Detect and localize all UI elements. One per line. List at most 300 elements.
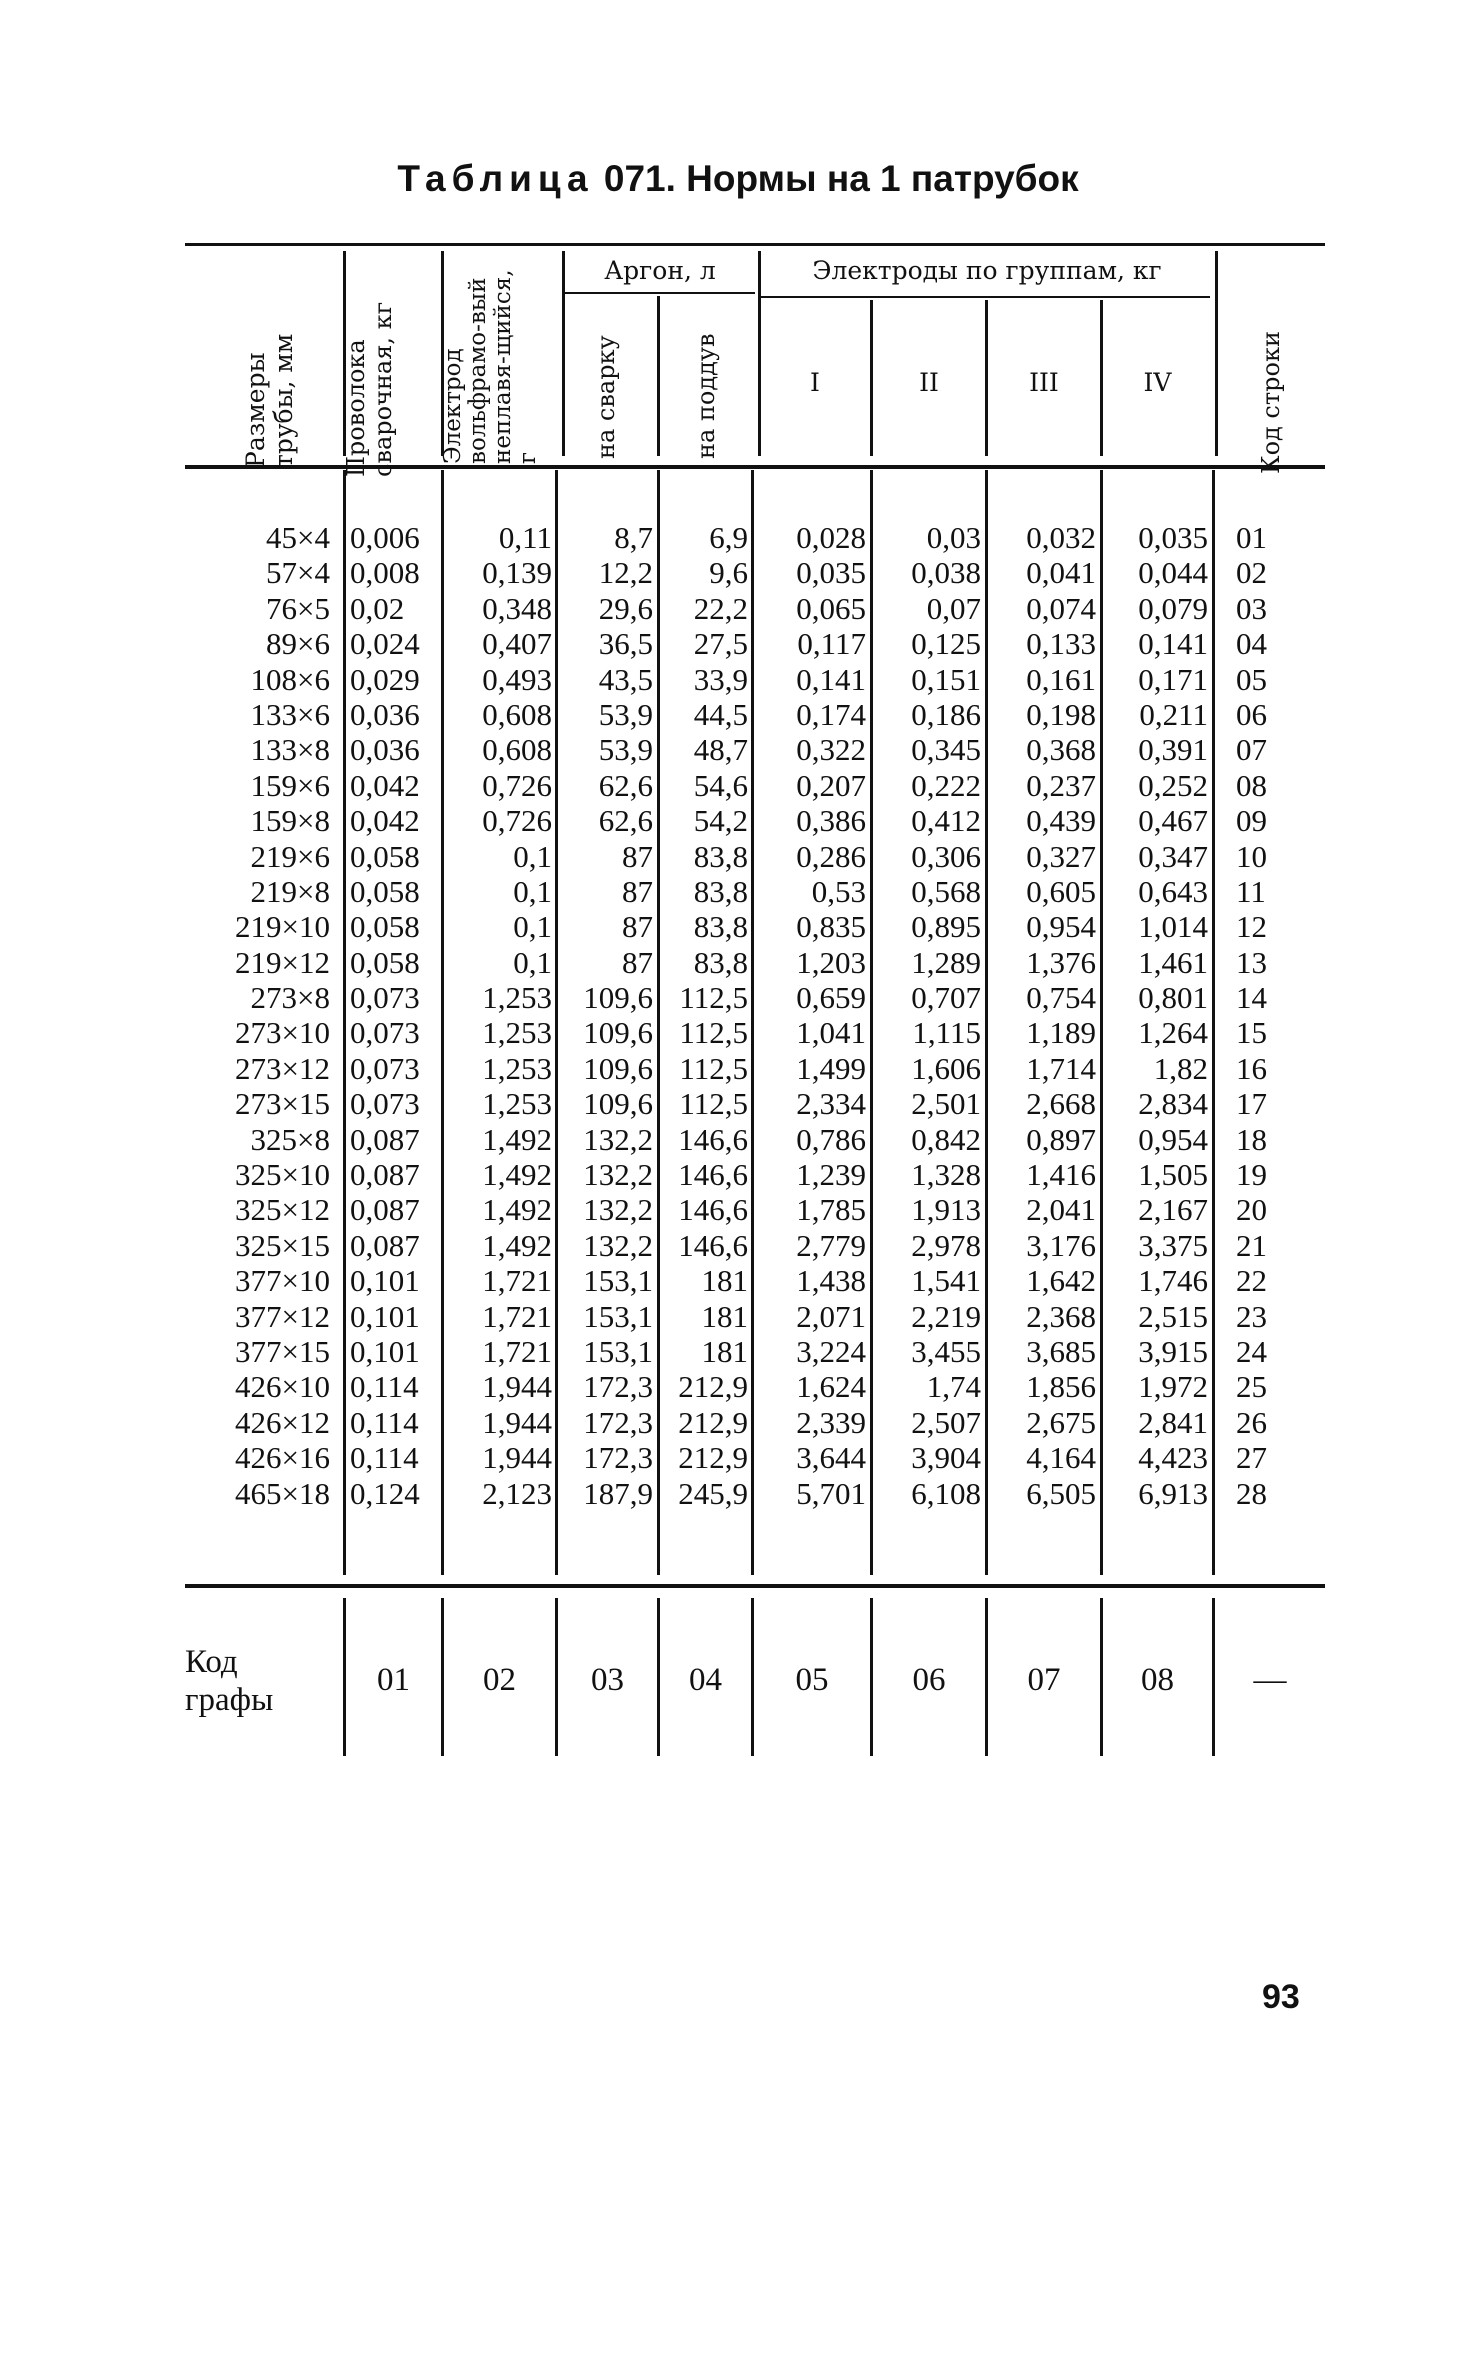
table-cell: 0,035 <box>796 555 866 591</box>
table-cell: 1,746 <box>1138 1263 1208 1299</box>
table-cell: 2,841 <box>1138 1404 1208 1440</box>
table-cell: 219×6 <box>250 838 330 874</box>
table-cell: 0,1 <box>513 873 552 909</box>
table-cell: 172,3 <box>583 1440 653 1476</box>
table-cell: 08 <box>1236 767 1267 803</box>
table-cell: 465×18 <box>235 1475 330 1511</box>
table-cell: 0,029 <box>350 661 420 697</box>
table-cell: 3,455 <box>911 1333 981 1369</box>
table-cell: 0,073 <box>350 980 420 1016</box>
table-cell: 0,252 <box>1138 767 1208 803</box>
table-cell: 6,505 <box>1026 1475 1096 1511</box>
table-cell: 212,9 <box>678 1404 748 1440</box>
table-cell: 1,264 <box>1138 1015 1208 1051</box>
table-cell: 112,5 <box>679 1015 748 1051</box>
table-cell: 0,101 <box>350 1298 420 1334</box>
table-cell: 2,675 <box>1026 1404 1096 1440</box>
table-cell: 27 <box>1236 1440 1267 1476</box>
table-cell: 1,416 <box>1026 1157 1096 1193</box>
table-cell: 1,239 <box>796 1157 866 1193</box>
table-cell: 0,114 <box>350 1404 419 1440</box>
table-cell: 28 <box>1236 1475 1267 1511</box>
table-cell: 0,53 <box>811 873 866 909</box>
table-cell: 1,624 <box>796 1369 866 1405</box>
table-cell: 181 <box>701 1298 748 1334</box>
table-cell: 87 <box>622 909 653 945</box>
table-cell: 159×6 <box>250 767 330 803</box>
table-cell: 1,492 <box>482 1192 552 1228</box>
table-cell: 172,3 <box>583 1369 653 1405</box>
page-number: 93 <box>1262 1978 1300 2016</box>
table-cell: 1,289 <box>911 944 981 980</box>
table-cell: 03 <box>1236 590 1267 626</box>
table-cell: 112,5 <box>679 1086 748 1122</box>
table-cell: 1,492 <box>482 1157 552 1193</box>
table-cell: 2,334 <box>796 1086 866 1122</box>
table-cell: 0,643 <box>1138 873 1208 909</box>
body-divider <box>1100 470 1103 1575</box>
table-cell: 1,913 <box>911 1192 981 1228</box>
table-cell: 1,606 <box>911 1050 981 1086</box>
table-cell: 4,423 <box>1138 1440 1208 1476</box>
footer-code: 08 <box>1141 1662 1174 1698</box>
table-cell: 1,642 <box>1026 1263 1096 1299</box>
table-cell: 10 <box>1236 838 1267 874</box>
body-divider <box>1212 470 1215 1575</box>
table-cell: 0,139 <box>482 555 552 591</box>
table-cell: 0,125 <box>911 626 981 662</box>
table-cell: 0,02 <box>350 590 405 626</box>
table-cell: 2,368 <box>1026 1298 1096 1334</box>
table-cell: 23 <box>1236 1298 1267 1334</box>
table-cell: 54,6 <box>693 767 748 803</box>
table-cell: 27,5 <box>693 626 748 662</box>
header-size: Размеры трубы, мм <box>241 333 298 468</box>
hdr-divider <box>758 251 761 456</box>
table-cell: 109,6 <box>583 1015 653 1051</box>
table-cell: 109,6 <box>583 1050 653 1086</box>
header-row-code: Код строки <box>1257 331 1285 474</box>
table-cell: 0,1 <box>513 909 552 945</box>
table-cell: 19 <box>1236 1157 1267 1193</box>
table-cell: 0,726 <box>482 803 552 839</box>
table-cell: 22 <box>1236 1263 1267 1299</box>
table-cell: 153,1 <box>583 1298 653 1334</box>
table-cell: 325×10 <box>235 1157 330 1193</box>
footer-code: 01 <box>377 1662 410 1698</box>
table-cell: 3,176 <box>1026 1227 1096 1263</box>
footer-code: 04 <box>689 1662 722 1698</box>
table-cell: 0,207 <box>796 767 866 803</box>
table-cell: 2,668 <box>1026 1086 1096 1122</box>
table-cell: 0,087 <box>350 1227 420 1263</box>
table-cell: 0,726 <box>482 767 552 803</box>
table-cell: 0,141 <box>796 661 866 697</box>
table-cell: 62,6 <box>598 803 653 839</box>
body-divider <box>657 470 660 1575</box>
table-cell: 0,161 <box>1026 661 1096 697</box>
table-cell: 0,306 <box>911 838 981 874</box>
table-cell: 0,493 <box>482 661 552 697</box>
table-cell: 0,842 <box>911 1121 981 1157</box>
col-group-4 <box>1104 520 1208 1511</box>
table-cell: 1,461 <box>1138 944 1208 980</box>
table-cell: 0,074 <box>1026 590 1096 626</box>
table-cell: 0,954 <box>1026 909 1096 945</box>
table-cell: 0,171 <box>1138 661 1208 697</box>
table-cell: 05 <box>1236 661 1267 697</box>
table-cell: 0,087 <box>350 1157 420 1193</box>
table-cell: 2,515 <box>1138 1298 1208 1334</box>
table-cell: 377×12 <box>235 1298 330 1334</box>
table-cell: 29,6 <box>598 590 653 626</box>
table-cell: 04 <box>1236 626 1267 662</box>
table-cell: 2,779 <box>796 1227 866 1263</box>
table-cell: 0,073 <box>350 1015 420 1051</box>
table-cell: 0,897 <box>1026 1121 1096 1157</box>
table-cell: 0,198 <box>1026 696 1096 732</box>
table-cell: 0,11 <box>498 520 552 555</box>
body-divider <box>985 470 988 1575</box>
table-cell: 1,438 <box>796 1263 866 1299</box>
table-cell: 0,605 <box>1026 873 1096 909</box>
table-cell: 57×4 <box>266 555 330 591</box>
table-cell: 1,541 <box>911 1263 981 1299</box>
table-cell: 48,7 <box>693 732 748 768</box>
table-cell: 83,8 <box>693 873 748 909</box>
table-cell: 1,376 <box>1026 944 1096 980</box>
table-cell: 1,856 <box>1026 1369 1096 1405</box>
table-cell: 0,133 <box>1026 626 1096 662</box>
table-cell: 09 <box>1236 803 1267 839</box>
table-cell: 377×15 <box>235 1333 330 1369</box>
table-cell: 0,101 <box>350 1263 420 1299</box>
table-cell: 273×10 <box>235 1015 330 1051</box>
table-cell: 9,6 <box>709 555 748 591</box>
table-cell: 13 <box>1236 944 1267 980</box>
col-row-code <box>1236 520 1296 1511</box>
table-cell: 273×12 <box>235 1050 330 1086</box>
table-cell: 1,253 <box>482 1086 552 1122</box>
table-cell: 0,386 <box>796 803 866 839</box>
table-cell: 15 <box>1236 1015 1267 1051</box>
table-cell: 54,2 <box>693 803 748 839</box>
table-cell: 0,186 <box>911 696 981 732</box>
table-cell: 1,785 <box>796 1192 866 1228</box>
header-electrode: Электрод вольфрамо-вый неплавя-щийся, г <box>440 269 541 464</box>
table-cell: 3,375 <box>1138 1227 1208 1263</box>
header-argon-purge: на поддув <box>692 333 720 459</box>
table-cell: 325×15 <box>235 1227 330 1263</box>
table-cell: 1,972 <box>1138 1369 1208 1405</box>
table-cell: 83,8 <box>693 944 748 980</box>
table-cell: 0,07 <box>926 590 981 626</box>
table-cell: 6,108 <box>911 1475 981 1511</box>
table-cell: 172,3 <box>583 1404 653 1440</box>
header-groups: Электроды по группам, кг <box>812 256 1162 285</box>
table-cell: 24 <box>1236 1333 1267 1369</box>
table-cell: 133×8 <box>250 732 330 768</box>
table-cell: 0,322 <box>796 732 866 768</box>
table-cell: 06 <box>1236 696 1267 732</box>
table-cell: 1,714 <box>1026 1050 1096 1086</box>
footer-code: 02 <box>483 1662 516 1698</box>
table-cell: 426×16 <box>235 1440 330 1476</box>
footer-code: 07 <box>1027 1662 1061 1698</box>
table-cell: 146,6 <box>678 1121 748 1157</box>
table-cell: 1,492 <box>482 1121 552 1157</box>
table-cell: 112,5 <box>679 980 748 1016</box>
table-cell: 0,036 <box>350 732 420 768</box>
table-cell: 2,123 <box>482 1475 552 1511</box>
table-cell: 87 <box>622 944 653 980</box>
table-cell: 1,041 <box>796 1015 866 1051</box>
table-cell: 0,368 <box>1026 732 1096 768</box>
table-cell: 1,721 <box>482 1333 552 1369</box>
table-cell: 0,117 <box>797 626 866 662</box>
table-cell: 0,895 <box>911 909 981 945</box>
body-divider <box>555 470 558 1575</box>
col-group-3 <box>990 520 1096 1511</box>
body-divider <box>751 470 754 1575</box>
col-group-2 <box>875 520 981 1511</box>
table-cell: 1,944 <box>482 1404 552 1440</box>
table-cell: 109,6 <box>583 980 653 1016</box>
table-cell: 0,065 <box>796 590 866 626</box>
hdr-divider <box>1215 251 1218 456</box>
table-cell: 219×12 <box>235 944 330 980</box>
table-cell: 2,507 <box>911 1404 981 1440</box>
table-cell: 212,9 <box>678 1369 748 1405</box>
table-cell: 89×6 <box>266 626 330 662</box>
table-cell: 146,6 <box>678 1227 748 1263</box>
col-group-1 <box>760 520 866 1511</box>
table-cell: 1,189 <box>1026 1015 1096 1051</box>
table-cell: 1,944 <box>482 1369 552 1405</box>
table-cell: 0,1 <box>513 838 552 874</box>
table-cell: 0,058 <box>350 838 420 874</box>
body-divider <box>441 470 444 1575</box>
table-cell: 273×15 <box>235 1086 330 1122</box>
table-cell: 83,8 <box>693 909 748 945</box>
table-cell: 0,038 <box>911 555 981 591</box>
col-size <box>180 520 330 1511</box>
table-cell: 21 <box>1236 1227 1267 1263</box>
table-cell: 0,345 <box>911 732 981 768</box>
table-cell: 0,058 <box>350 873 420 909</box>
table-cell: 0,286 <box>796 838 866 874</box>
table-cell: 12,2 <box>598 555 653 591</box>
table-cell: 33,9 <box>693 661 748 697</box>
table-cell: 187,9 <box>583 1475 653 1511</box>
table-cell: 0,467 <box>1138 803 1208 839</box>
table-cell: 2,167 <box>1138 1192 1208 1228</box>
table-cell: 146,6 <box>678 1192 748 1228</box>
table-cell: 219×10 <box>235 909 330 945</box>
table-cell: 0,801 <box>1138 980 1208 1016</box>
table-cell: 0,407 <box>482 626 552 662</box>
table-cell: 07 <box>1236 732 1267 768</box>
table-cell: 3,904 <box>911 1440 981 1476</box>
table-cell: 132,2 <box>583 1121 653 1157</box>
body-divider <box>870 470 873 1575</box>
table-cell: 0,1 <box>513 944 552 980</box>
table-cell: 43,5 <box>598 661 653 697</box>
table-cell: 01 <box>1236 520 1267 555</box>
table-cell: 0,03 <box>926 520 981 555</box>
footer-code: 05 <box>795 1662 829 1698</box>
table-cell: 0,707 <box>911 980 981 1016</box>
table-cell: 212,9 <box>678 1440 748 1476</box>
col-argon-purge <box>662 520 748 1511</box>
table-cell: 0,786 <box>796 1121 866 1157</box>
table-cell: 426×10 <box>235 1369 330 1405</box>
table-cell: 1,499 <box>796 1050 866 1086</box>
table-cell: 0,347 <box>1138 838 1208 874</box>
table-cell: 02 <box>1236 555 1267 591</box>
table-cell: 0,101 <box>350 1333 420 1369</box>
table-cell: 16 <box>1236 1050 1267 1086</box>
table-cell: 0,348 <box>482 590 552 626</box>
table-cell: 2,339 <box>796 1404 866 1440</box>
table-cell: 159×8 <box>250 803 330 839</box>
footer-label: Код графы <box>185 1644 274 1718</box>
table-cell: 0,024 <box>350 626 420 662</box>
table-cell: 8,7 <box>614 520 653 555</box>
table-cell: 219×8 <box>250 873 330 909</box>
table-cell: 3,915 <box>1138 1333 1208 1369</box>
table-cell: 426×12 <box>235 1404 330 1440</box>
table-cell: 1,253 <box>482 1015 552 1051</box>
table-cell: 0,008 <box>350 555 420 591</box>
col-electrode <box>448 520 552 1511</box>
table-cell: 108×6 <box>250 661 330 697</box>
table-cell: 0,659 <box>796 980 866 1016</box>
rule-argon <box>565 292 755 294</box>
table-cell: 1,253 <box>482 1050 552 1086</box>
table-cell: 0,073 <box>350 1086 420 1122</box>
table-cell: 26 <box>1236 1404 1267 1440</box>
hdr-divider <box>657 296 660 456</box>
table-cell: 0,151 <box>911 661 981 697</box>
title-word: Таблица <box>397 158 594 199</box>
table-cell: 0,044 <box>1138 555 1208 591</box>
table-cell: 273×8 <box>250 980 330 1016</box>
table-cell: 11 <box>1236 873 1266 909</box>
table-cell: 0,042 <box>350 803 420 839</box>
header-argon: Аргон, л <box>604 256 716 285</box>
table-cell: 5,701 <box>796 1475 866 1511</box>
table-cell: 1,721 <box>482 1298 552 1334</box>
table-cell: 2,041 <box>1026 1192 1096 1228</box>
table-cell: 0,032 <box>1026 520 1096 555</box>
table-cell: 132,2 <box>583 1157 653 1193</box>
table-cell: 3,685 <box>1026 1333 1096 1369</box>
header-wire: Проволока сварочная, кг <box>342 301 397 477</box>
table-title <box>0 158 1476 200</box>
table-cell: 0,568 <box>911 873 981 909</box>
table-cell: 112,5 <box>679 1050 748 1086</box>
table-cell: 2,071 <box>796 1298 866 1334</box>
table-cell: 1,74 <box>926 1369 981 1405</box>
table-cell: 4,164 <box>1026 1440 1096 1476</box>
table-cell: 36,5 <box>598 626 653 662</box>
rule-body-bottom <box>185 1584 1325 1588</box>
table-cell: 2,978 <box>911 1227 981 1263</box>
table-cell: 133×6 <box>250 696 330 732</box>
table-cell: 0,754 <box>1026 980 1096 1016</box>
table-cell: 0,439 <box>1026 803 1096 839</box>
table-cell: 146,6 <box>678 1157 748 1193</box>
table-cell: 0,327 <box>1026 838 1096 874</box>
table-cell: 0,073 <box>350 1050 420 1086</box>
table-cell: 3,224 <box>796 1333 866 1369</box>
table-cell: 1,115 <box>912 1015 981 1051</box>
table-cell: 1,203 <box>796 944 866 980</box>
table-cell: 181 <box>701 1333 748 1369</box>
table-cell: 53,9 <box>598 696 653 732</box>
table-cell: 0,041 <box>1026 555 1096 591</box>
rule-top <box>185 243 1325 246</box>
table-cell: 377×10 <box>235 1263 330 1299</box>
table-cell: 62,6 <box>598 767 653 803</box>
table-cell: 0,141 <box>1138 626 1208 662</box>
col-wire <box>350 520 440 1511</box>
table-cell: 0,087 <box>350 1192 420 1228</box>
title-rest: 071. Нормы на 1 патрубок <box>603 158 1079 199</box>
table-cell: 12 <box>1236 909 1267 945</box>
table-cell: 0,028 <box>796 520 866 555</box>
table-cell: 0,835 <box>796 909 866 945</box>
table-cell: 53,9 <box>598 732 653 768</box>
footer-code: — <box>1253 1662 1287 1698</box>
header-group-4: IV <box>1143 368 1172 397</box>
table-cell: 0,036 <box>350 696 420 732</box>
rule-groups <box>760 296 1210 298</box>
header-group-1: I <box>810 368 820 397</box>
table-cell: 1,253 <box>482 980 552 1016</box>
table-cell: 14 <box>1236 980 1267 1016</box>
table-cell: 132,2 <box>583 1227 653 1263</box>
table-cell: 6,913 <box>1138 1475 1208 1511</box>
table-cell: 1,492 <box>482 1227 552 1263</box>
table-cell: 0,391 <box>1138 732 1208 768</box>
table-cell: 17 <box>1236 1086 1267 1122</box>
table-cell: 153,1 <box>583 1333 653 1369</box>
table-cell: 0,608 <box>482 696 552 732</box>
table-cell: 0,954 <box>1138 1121 1208 1157</box>
table-cell: 25 <box>1236 1369 1267 1405</box>
table-cell: 0,608 <box>482 732 552 768</box>
table-cell: 153,1 <box>583 1263 653 1299</box>
table-cell: 132,2 <box>583 1192 653 1228</box>
table-cell: 87 <box>622 873 653 909</box>
table-cell: 0,042 <box>350 767 420 803</box>
table-cell: 2,834 <box>1138 1086 1208 1122</box>
table-cell: 1,014 <box>1138 909 1208 945</box>
table-cell: 0,079 <box>1138 590 1208 626</box>
table-cell: 2,219 <box>911 1298 981 1334</box>
table-cell: 245,9 <box>678 1475 748 1511</box>
table-cell: 181 <box>701 1263 748 1299</box>
table-cell: 45×4 <box>266 520 330 555</box>
table-cell: 44,5 <box>693 696 748 732</box>
table-cell: 83,8 <box>693 838 748 874</box>
table-cell: 325×8 <box>250 1121 330 1157</box>
table-cell: 3,644 <box>796 1440 866 1476</box>
footer-code: 03 <box>591 1662 624 1698</box>
col-argon-weld <box>560 520 653 1511</box>
